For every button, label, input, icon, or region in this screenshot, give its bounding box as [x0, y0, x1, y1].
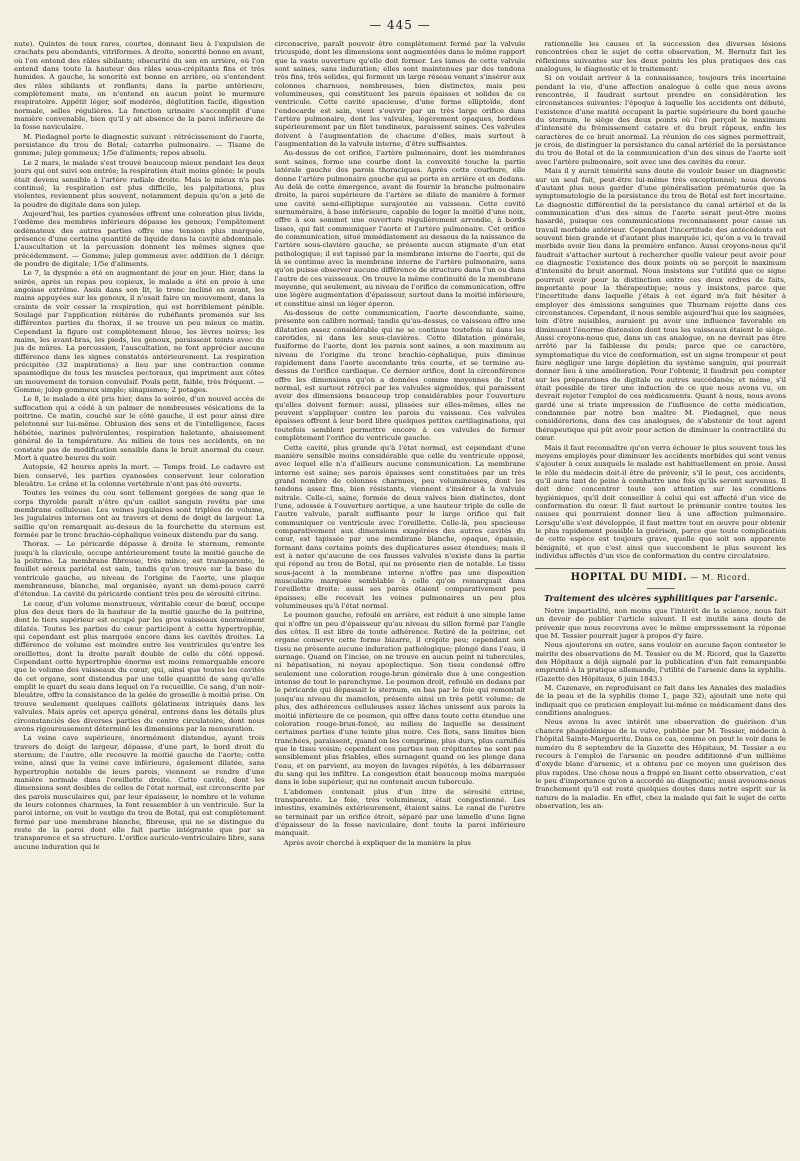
paragraph: Le cœur, d'un volume monstrueux, véritable cœur de bœuf, occupe plus des deux tiers de la hauteur de la moitié gauche de la poitrine, dont le tiers supérieur est occupé par les gros vaisseaux énormément dilatés. Toutes les parties du cœur participent à cette hypertrophie, qui cependant est plus marquée encore dans les cavités droites. La différence de volume est moindre entre les ventricules qu'entre les oreillettes, dont la droite paraît double de celle du côté opposé. Cependant cette hypertrophie énorme est moins remarquable encore que le volume des vaisseaux du cœur, qui, ainsi que toutes les cavités de cet organe, sont distendus par une telle quantité de sang qu'elle emplit le quart du seau dans lequel on l'a recueillie. Ce sang, d'un noir-bleuâtre, offre la consistance de la gelée de groseille à moitié prise. On trouve seulement quelques caillots gélatineux intriqués dans les valvules. Mais après cet aperçu général, entrons dans les détails plus circonstanciés des diverses parties du centre circulatoire, dont nous avons rigoureusement déterminé les dimensions par la mensuration. [14, 599, 265, 733]
paragraph: Le 7, la dyspnée a été en augmentant de jour en jour. Hier, dans la soirée, après un repas peu copieux, le malade a été en proie à une angoisse extrême. Assis dans son lit, le tronc incliné en avant, les mains appuyées sur les genoux, il n'osait faire un mouvement, dans la crainte de voir cesser la respiration, qui est horriblement pénible. Soulagé par l'application réitérée de rubéfiants promenés sur les différentes parties du thorax, il se trouve un peu mieux ce matin. Cependant la figure est complètement bleue, les lèvres noires; les mains, les avant-bras, les pieds, les genoux, paraissent teints avec du jus de mûres. La percussion, l'auscultation, ne font apprécier aucune différence dans les signes constatés antérieurement. La respiration précipitée (32 inspirations) a lieu par une contraction comme spasmodique de tous les muscles pectoraux, qui impriment aux côtes un mouvement de torsion convulsif. Pouls petit, faible, très fréquent. — Gomme; julep gommeux simple; sinapismes; 2 potages. [14, 269, 265, 395]
paragraph: Le 2 mars, le malade s'est trouvé beaucoup mieux pendant les deux jours qui ont suivi son entrée; la respiration était moins gênée; le pouls était devenu sensible à l'artère radiale droite. Mais le mieux n'a pas continué, la respiration est plus difficile, les palpitations, plus violentes, reviennent plus souvent, notamment depuis qu'on a jeté de la poudre de digitale dans son julep. [14, 158, 265, 209]
article-subtitle: Traitement des ulcères syphilitiques par l'arsenic. [544, 592, 778, 603]
paragraph: Le 8, le malade a été pris hier, dans la soirée, d'un nouvel accès de suffocation qui a cédé à un palmer de nombreuses vésications de la poitrine. Ce matin, couché sur le côté gauche, il est pour ainsi dire pelotonné sur lui-même. Obtusion des sens et de l'intelligence, faces hébétée, narines pulvérulentes, respiration haletante, abaissement général de la température. Au milieu de tous ces accidents, on ne constate pas de modification sensible dans le bruit anormal du cœur. Mort à quatre heures du soir. [14, 395, 265, 462]
paragraph: L'abdomen contenait plus d'un litre de sérosité citrine, transparente. Le foie, très volumineux, était congestionné. Les intestins, examinés extérieurement, étaient sains. Le canal de l'urètre se terminait par un orifice étroit, séparé par une lamelle d'une ligne d'épaisseur de la fosse naviculaire, dont toute la paroi inférieure manquait. [274, 787, 526, 838]
paragraph: M. Cazenave, en reproduisant ce fait dans les Annales des maladies de la peau et de la syphilis (tome 1, page 32), ajoutait une note qui indiquait que ce praticien employait lui-même ce médicament dans des conditions analogues. [535, 684, 787, 718]
paragraph: Thorax. — Le péricarde dépasse à droite le sternum, remonte jusqu'à la clavicule, occupe antérieurement toute la moitié gauche de la poitrine. La membrane fibreuse, très mince, est transparente, le feuillet séreux pariétal est sain, tandis qu'on trouve sur la base du ventricule gauche, au niveau de l'origine de l'aorte, une plaque membraneuse, blanche, mal organisée, ayant un demi-pouce carré d'étendue. La cavité du péricarde contient très peu de sérosité citrine. [14, 540, 265, 599]
section-heading [535, 568, 786, 582]
section-author: — M. Ricord. [687, 573, 751, 583]
paragraph: Au-dessus de cet orifice, l'artère pulmonaire, dont les membranes sont saines, forme une courbe dont la convexité touche la partie latérale gauche des parois thoraciques. Après cette courbure, elle donne l'artère pulmonaire gauche qui se porte en arrière et en dedans. Au delà de cette émergence, avant de fournir la branche pulmonaire droite, la paroi supérieure de l'artère se dilate de manière à former une cavité semi-elliptique surajoutée au vaisseau. Cette cavité surnuméraire, à base inférieure, capable de loger la moitié d'une noix, offre à son sommet une ouverture régulièrement arrondie, à bords lisses, qui fait communiquer l'aorte et l'artère pulmonaire. Cet orifice de communication, situé immédiatement au dessous de la naissance de l'artère sous-clavière gauche, se présente aucun stigmate d'un état pathologique; il est tapissé par la membrane interne de l'aorte, qui de là se continue avec la membrane interne de l'artère pulmonaire, sans qu'on puisse observer aucune différence de structure dans l'un ou dans l'autre de ces vaisseaux. On trouve la même continuité de la membrane moyenne, qui seulement, au niveau de l'orifice de communication, offre une légère augmentation d'épaisseur, surtout dans la moitié inférieure, et constitue ainsi un léger éperon. [274, 149, 526, 308]
paragraph: Cette cavité, plus grande qu'à l'état normal, est cependant d'une manière sensible moins considérable que celle du ventricule opposé, avec lequel elle n'a d'ailleurs aucune communication. La membrane interne est saine; ses parois épaisses sont constituées par un très grand nombre de colonnes charnues, peu volumineuses, dont les tendons assez fins, bien résistants, viennent s'insérer à la valvule mitrale. Celle-ci, saine, formée de deux valves bien distinctes, dont l'une, adossée à l'ouverture aortique, a une hauteur triple de celle de l'autre valvule, paraît suffisante pour le large orifice qui fait communiquer ce ventricule avec l'oreillette. Celle-là, peu spacieuse comparativement aux dimensions exagérées des autres cavités du cœur, est tapissée par une membrane blanche, opaque, épaissie, formant dans certains points des duplicatures assez étendues; mais il est à noter qu'aucune de ces fausses valvules n'existe dans la partie qui répond au trou de Botal, qui ne présente rien de notable. Le tissu sous-jacent à la membrane interne n'offre pas une disposition musculaire marquée semblable à celle qu'on remarquait dans l'oreillette droite: aussi ses parois étaient comparativement peu épaisses; elle recevait les veines pulmonaires un peu plus volumineuses qu'à l'état normal. [274, 443, 526, 611]
article-body [535, 607, 786, 810]
paragraph: Toutes les veines du cou sont tellement gorgées de sang que le corps thyroïde paraît n'être qu'un caillot sanguin revêtu par une membrane celluleuse. Les veines jugulaires sont triplées de volume, les jugulaires internes ont au travers et demi de doigt de largeur. La saillie qu'on remarquait au-dessus de la fourchette du sternum est formée par le tronc brachio-céphalique veineux distendu par du sang. [14, 489, 265, 539]
paragraph: Nous avons lu avec intérêt une observation de guérison d'un chancre phagédénique de la vulve, publiée par M. Tessier, médecin à l'hôpital Sainte-Marguerite. Dans ce cas, comme on peut le voir dans le numéro du 8 septembre de la Gazette des Hôpitaux, M. Tessier a eu recours à l'emploi de l'arsenic en poudre additionné d'un millième d'oxyde blanc d'arsenic, et a obtenu par ce moyen une guérison des plus rapides. Une chose nous a frappé en lisant cette observation, c'est le peu d'importance qu'on a accordé au diagnostic; aussi avouons-nous franchement qu'il est resté quelques doutes dans notre esprit sur la nature de la maladie. En effet, chez la malade qui fait le sujet de cette observation, les an- [535, 718, 787, 810]
columns [14, 40, 786, 1160]
article-continuation [535, 40, 786, 560]
paragraph: La veine cave supérieure, énormément distendue, ayant trois travers de doigt de largeur, dépasse, d'une part, le bord droit du sternum; de l'autre, elle recouvre la moitié gauche de l'aorte; cette veine, ainsi que la veine cave inférieure, également dilatée, sans hypertrophie notable de leurs parois, viennent se rendre d'une manière normale dans l'oreillette droite. Cette cavité, dont les dimensions sont doubles de celles de l'état normal, est circonscrite par des parois musculaires qui, par leur épaisseur, le nombre et le volume de leurs colonnes charnues, la font ressembler à un ventricule. Sur la paroi interne, on voit le vestige du trou de Botal, qui est complètement fermé par une membrane blanche, fibreuse, qui ne se distingue du reste de la paroi dont elle fait partie intégrante que par sa transparence et sa structure. L'orifice auriculo-ventriculaire libre, sans aucune induration qui le [14, 734, 265, 851]
paragraph: Aujourd'hui, les parties cyanosées offrent une coloration plus livide, l'œdème des membres inférieurs dépasse les genoux; l'empâtement œdémateux des autres parties offre une tension plus marquée, présence d'une certaine quantité de liquide dans la cavité abdominale. L'auscultation et la percussion donnent les mêmes signes que précédemment. — Gomme; julep gommeux avec addition de 1 décigr. de poudre de digitale; 1/5e d'aliments. [14, 209, 265, 268]
paragraph: M. Piedagnel porte le diagnostic suivant : rétrécissement de l'aorte, persistance du trou de Botal; catarrhe pulmonaire. — Tisane de gomme; julep gommeux; 1/5e d'aliments; repos absolu. [14, 132, 265, 158]
section-title: HOPITAL DU MIDI. [570, 572, 688, 584]
paragraph: rationnelle les causes et la succession des diverses lésions rencontrées chez le sujet de cette observation, M. Bernutz fait les réflexions suivantes sur les deux points les plus pratiques des cas analogues, le diagnostic et le traitement: [535, 40, 787, 74]
paragraph: nute). Quintes de toux rares, courtes, donnant lieu à l'expulsion de crachats peu abondants, vitriformes. A droite, sonorité bonne en avant, où l'on entend des râles sibilants; obscurité du son en arrière, où l'on entend dans toute la hauteur des râles sous-crépitants fins et très humides. A gauche, la sonorité est bonne en arrière, où s'entendent des râles sibilants et ronflants; dans la partie antérieure, complètement mate, on n'entend en aucun point le murmure respiratoire. Appétit léger, soif modérée, déglutition facile, digestion normale, selles régulières. La fonction urinaire s'accomplit d'une manière convenable, bien qu'il y ait absence de la paroi inférieure de la fosse naviculaire. [14, 40, 265, 132]
paragraph: Nous ajouterons en outre, sans vouloir en aucune façon contester le mérite des observations de M. Tessier ou de M. Ricord, que la Gazette des Hôpitaux a déjà signalé par la publication d'un fait remarquable emprunté à la pratique allemande, l'utilité de l'arsenic dans la syphilis. (Gazette des Hôpitaux, 6 juin 1843.) [535, 641, 787, 683]
paragraph: Autopsie, 42 heures après la mort. — Temps froid. Le cadavre est bien conservé, les parties cyanosées conservent leur coloration bleuâtre. Le crâne et la colonne vertébrale n'ont pas été ouverts. [14, 463, 265, 488]
column-middle [275, 40, 526, 1160]
paragraph: Au-dessous de cette communication, l'aorte descendante, saine, présente son calibre normal; tandis qu'au-dessus, ce vaisseau offre une dilatation assez considérable qui ne se continue toutefois ni dans les carotides, ni dans les sous-clavières. Cette dilatation générale, fusiforme de l'aorte, dont les parois sont saines, a son maximum au niveau de l'origine du tronc brachio-céphalique, puis diminue rapidement dans l'aorte ascendante très courte, et se termine au-dessus de l'orifice cardiaque. Ce dernier orifice, dont la circonférence offre les dimensions qu'on a données comme moyennes de l'état normal, est surtout rétréci par les valvules sigmoïdes, qui paraissent avoir des dimensions beaucoup trop considérables pour l'ouverture qu'elles doivent fermer: aussi, plissées sur elles-mêmes, elles ne peuvent s'appliquer contre les parois du vaisseau. Ces valvules épaisses offrent à leur bord libre quelques petites cartilaginations, qui toutefois semblent permettre encore à ces valvules de fermer complètement l'orifice du ventricule gauche. [274, 309, 526, 443]
paragraph: Le poumon gauche, refoulé en arrière, est réduit à une simple lame qui n'offre un peu d'épaisseur qu'au niveau du sillon formé par l'angle des côtes. Il est libre de toute adhérence. Retiré de la poitrine, cet organe conserve cette forme bizarre, il crépite peu; cependant son tissu ne présente aucune induration pathologique; plongé dans l'eau, il surnage. Quand on l'incise, on ne trouve en aucun point ni tubercules, ni hépatisation, ni noyau apoplectique. Son tissu condensé offre seulement une coloration rouge-brun générale due à une congestion intense de tout le parenchyme. Le poumon droit, refoulé en dedans par le péricarde qui dépassait le sternum, en bas par le foie qui remontait jusqu'au niveau du mamelon, présente ainsi un très petit volume; de plus, des adhérences celluleuses assez lâches unissent aux parois la moitié inférieure de ce poumon, qui offre dans toute cette étendue une coloration rouge-brun-foncé, au milieu de laquelle se dessinent certaines parties d'une teinte plus noire. Ces îlots, sans limites bien tranchées, paraissent, quand on les comprime, plus durs, plus carnifiés que le tissu voisin; cependant ces parties non crépitantes ne sont pas sensiblement plus friables, elles surnagent quand on les plonge dans l'eau, et on parvient, au moyen de lavages répétés, à les débarrasser du sang qui les infiltre. La congestion était beaucoup moins marquée dans le lobe supérieur, qui ne contenait aucun tubercule. [274, 611, 526, 787]
divider [647, 588, 675, 589]
paragraph: circonscrive, paraît pouvoir être complètement fermé par la valvule tricuspide, dont les dimensions sont augmentées dans le même rapport que la vaste ouverture qu'elle doit fermer. Les lames de cette valvule sont saines, sans induration; elles sont maintenues par des tendons très fins, très solides, qui forment un large réseau venant s'insérer aux colonnes charnues, nombreuses, bien distinctes, mais peu volumineuses, qui constituent les parois épaisses et solides de ce ventricule. Cette cavité spacieuse, d'une forme elliptoïde, dont l'endocarde est sain, vient s'ouvrir par un très large orifice dans l'artère pulmonaire, dont les valvules, légèrement opaques, bordées supérieurement par un filet tendineux, paraissent saines. Ces valvules doivent à l'augmentation de chacune d'elles, mais surtout à l'augmentation de la valvule interne, d'être suffisantes. [274, 40, 526, 149]
paragraph: Notre impartialité, non moins que l'intérêt de la science, nous fait un devoir de publier l'article suivant. Il est inutile sans doute de prévenir que nous recevrons avec le même empressement la réponse que M. Tessier pourrait juger à propos d'y faire. [535, 607, 787, 641]
paragraph: Après avoir cherché à expliquer de la manière la plus [283, 838, 471, 847]
paragraph: Mais il faut reconnaître qu'on verra échouer le plus souvent tous les moyens employés pour diminuer les accidents morbides qui sont venus s'ajouter à ceux auxquels le malade est habituellement en proie. Aussi le rôle du médecin doit-il être de prévenir, s'il le peut, ces accidents, qu'il aura tant de peine à combattre une fois qu'ils seront survenus. Il doit donc concentrer toute son attention sur les conditions hygiéniques, qu'il doit conseiller à celui qui est affecté d'un vice de conformation du cœur. Il faut surtout le prémunir contre toutes les causes qui pourraient donner lieu à une affection pulmonaire. Lorsqu'elle s'est développée, il faut mettre tout en œuvre pour obtenir le plus rapidement possible la guérison, parce que toute complication de cette espèce est toujours grave, quelle que soit son apparente bénignité, et que c'est ainsi que succombent le plus souvent les individus affectés d'un vice de conformation du centre circulatoire. [535, 443, 787, 560]
column-left [14, 40, 265, 1160]
page-number: — 445 — [369, 18, 431, 32]
paragraph: Si on voulait arriver à la connaissance, toujours très incertaine pendant la vie, d'une affection analogue à celle que nous avons rencontrée, il faudrait surtout prendre en considération les circonstances suivantes: l'époque à laquelle les accidents ont débuté, l'existence d'une matité occupant la partie supérieure du bord gauche du sternum, le siège des deux points où l'on perçoit le maximum d'intensité du frémissement cataire et du bruit râpeux, enfin les caractères de ce bruit anormal. La réunion de ces signes permettrait, je crois, de distinguer la persistance du canal artériel de la persistance du trou de Botal et de la communication d'un des sinus de l'aorte soit avec l'artère pulmonaire, soit avec une des cavités du cœur. [535, 74, 787, 166]
paragraph: Mais il y aurait témérité sans doute de vouloir baser un diagnostic sur un seul fait, peut-être lui-même très exceptionnel; nous devons d'autant plus nous garder d'une généralisation prématurée que la symptomatologie de la persistance du trou de Botal est fort incertaine. Le diagnostic différentiel de la persistance du canal artériel et de la communication d'un des sinus de l'aorte serait peut-être moins hasardé, puisque ces communications reconnaissent pour cause un travail morbide antérieur. Cependant l'incertitude des antécédents est souvent bien grande et d'autant plus marquée ici, qu'on a vu le travail morbide avoir lieu dans la première enfance. Aussi croyons-nous qu'il faudrait s'attacher surtout à rechercher quelle valeur peut avoir pour ce diagnostic l'existence des deux points où se perçoit le maximum d'intensité du bruit anormal. Nous insistons sur l'utilité que ce signe pourrait avoir pour la distinction entre ces deux ordres de faits, importante pour la thérapeutique; nous y insistons, parce que l'incertitude dans laquelle j'étais à cet égard m'a fait hésiter à employer des émissions sanguines que Thurnam rejette dans ces circonstances. Cependant, il nous semble aujourd'hui que les saignées, loin d'être nuisibles, auraient pu avoir une influence favorable en diminuant l'énorme distension dont tous les vaisseaux étaient le siège. Aussi croyons-nous que, dans un cas analogue, on ne devrait pas être arrêté par la faiblesse du pouls; parce que ce caractère, symptomatique du vice de conformation, est un signe trompeur et peut faire négliger une large déplétion du système sanguin, qui pourrait donner lieu à une amélioration. Pour l'obtenir, il faudrait peu compter sur les préparations de digitale ou autres succédanés; et même, s'il était possible de tirer une induction de ce que nous avons vu, on devrait rejeter l'emploi de ces médicaments. Quant à nous, nous avons gardé une si triste impression de l'influence de cette médication, condamnée par notre bon maître M. Piedagnel, que nous considérerions, dans des cas analogues, de s'abstenir de tout agent thérapeutique qui pût avoir pour action de diminuer la contractilité du cœur. [535, 167, 787, 443]
column-right [535, 40, 786, 1160]
